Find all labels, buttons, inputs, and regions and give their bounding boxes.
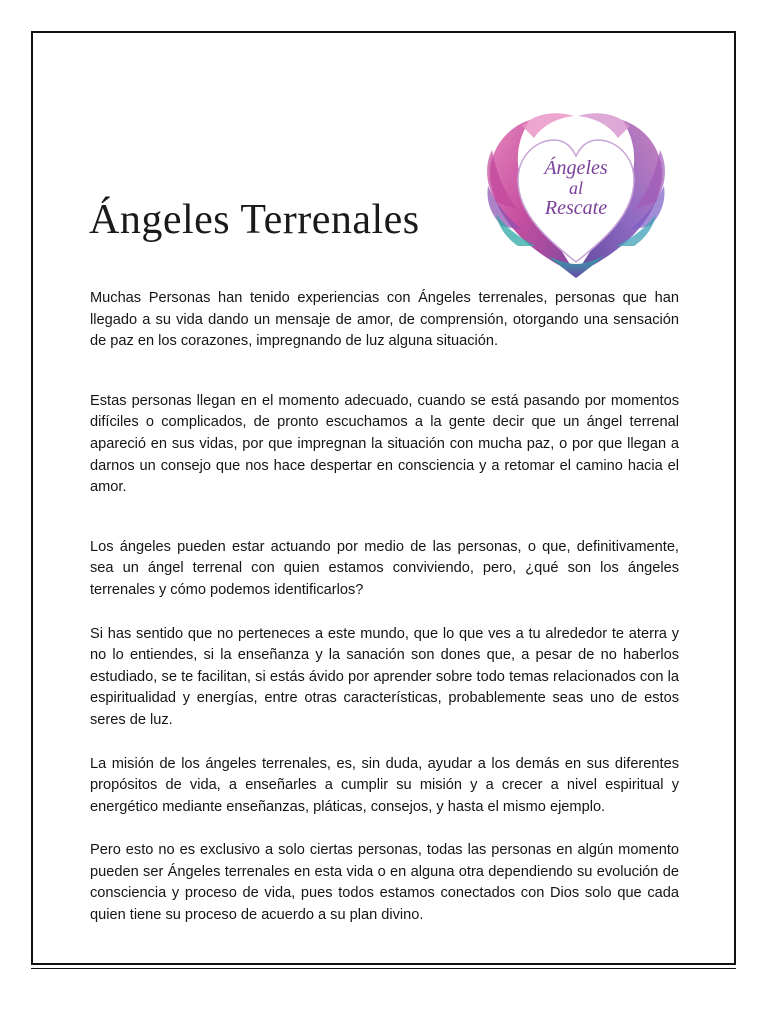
logo-text-rescate: Rescate: [544, 197, 608, 219]
angeles-al-rescate-logo: [478, 106, 674, 282]
logo-text-al: al: [568, 178, 584, 198]
document-title: Ángeles Terrenales: [89, 197, 420, 243]
logo-text-angeles: Ángeles: [544, 157, 608, 179]
paragraph-1: Muchas Personas han tenido experiencias con Ángeles terrenales, personas que han llegado a su vida dando un mensaje de amor, de comprensión, otorgando una sensación de paz en los corazones, impregnando de luz alguna situación.: [90, 290, 679, 350]
paragraph-5: La misión de los ángeles terrenales, es, sin duda, ayudar a los demás en sus diferentes propósitos de vida, a enseñarles a cumplir su misión y a crecer a nivel espiritual y energético mediante enseñanzas, pláticas, consejos, y hasta el mismo ejemplo.: [90, 755, 679, 815]
paragraph-4: Si has sentido que no perteneces a este mundo, que lo que ves a tu alrededor te aterra y no lo entiendes, si la enseñanza y la sanación son dones que, a pesar de no haberlos estudiado, se te facilitan, si estás ávido por aprender sobre todo temas relacionados con la espiritualidad y energías, entre otras características, probablemente seas uno de estos seres de luz.: [90, 625, 679, 728]
paragraph-6: Pero esto no es exclusivo a solo ciertas personas, todas las personas en algún momento pueden ser Ángeles terrenales en esta vida o en alguna otra dependiendo su evolución de consciencia y proceso de vida, pues todos estamos conectados con Dios solo que cada quien tiene su proceso de acuerdo a su plan divino.: [90, 842, 679, 924]
paragraph-2: Estas personas llegan en el momento adecuado, cuando se está pasando por momentos difíciles o complicados, de pronto escuchamos a la gente decir que un ángel terrenal apareció en sus vidas, por que impregnan la situación con mucha paz, o por que llegan a darnos un consejo que nos hace despertar en consciencia y a retomar el camino hacia el amor.: [90, 392, 679, 496]
document-body: [90, 288, 679, 949]
paragraph-3: Los ángeles pueden estar actuando por medio de las personas, o que, definitivamente, sea un ángel terrenal con quien estamos conviviendo, pero, ¿qué son los ángeles terrenales y cómo podemos identificarlos?: [90, 538, 679, 598]
